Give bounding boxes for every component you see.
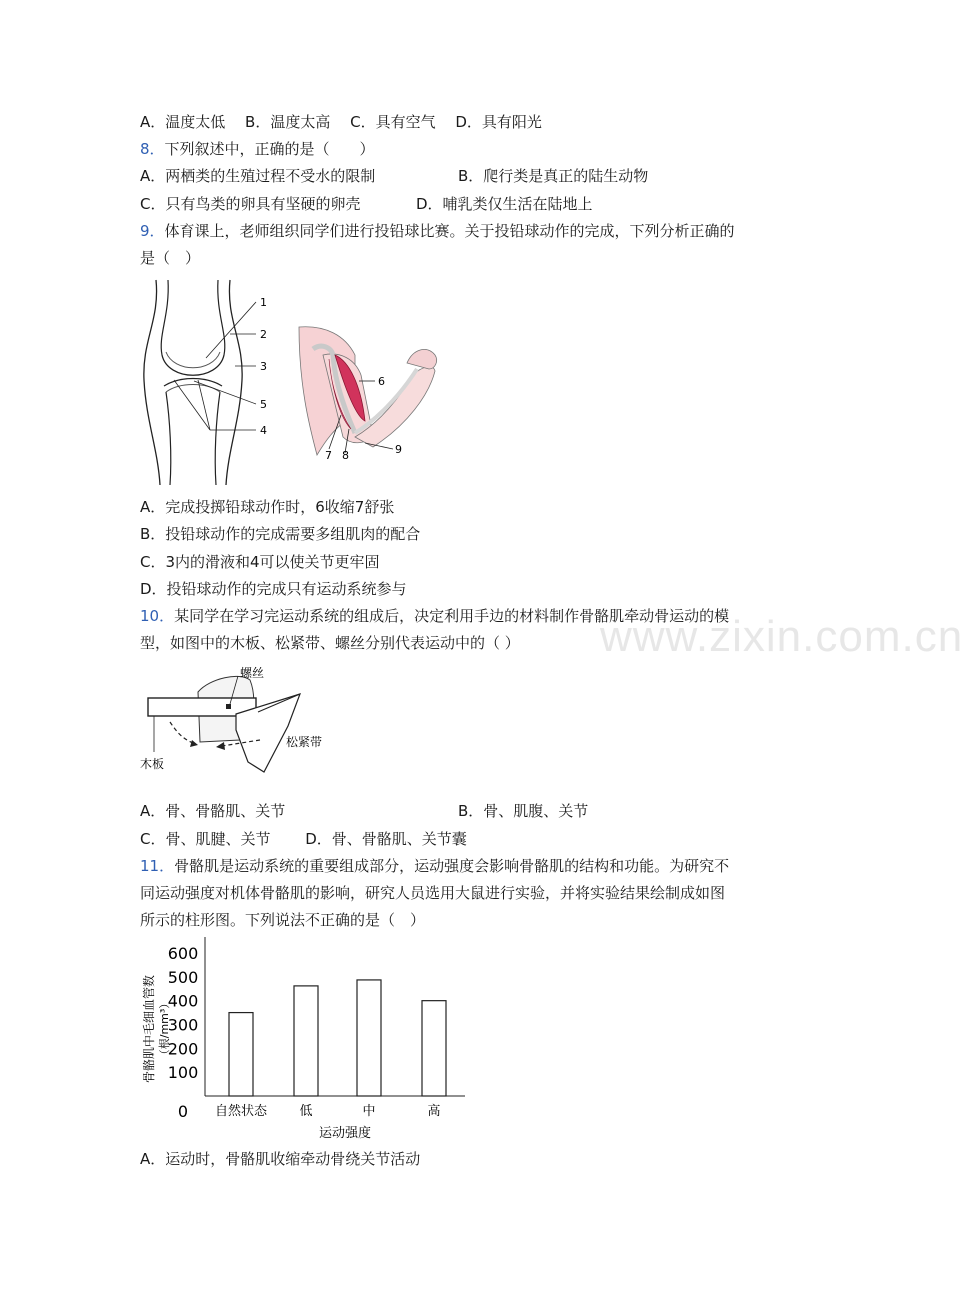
label-band: 松紧带 [286, 735, 323, 749]
chart-xlabel: 运动强度 [318, 1126, 372, 1141]
muscle-model-diagram [140, 660, 340, 775]
q9-option-a: A．完成投掷铅球动作时，6收缩7舒张 [140, 498, 395, 516]
y-tick-label: 600 [167, 944, 199, 963]
arm-label-7: 7 [325, 449, 332, 462]
q9-stem-cont: 是（ ） [140, 249, 201, 267]
question-number: 11． [140, 857, 175, 875]
joint-label-2: 2 [260, 328, 267, 341]
q9-option-b: B．投铅球动作的完成需要多组肌肉的配合 [140, 525, 421, 543]
capillary-bar-chart [135, 935, 475, 1145]
x-tick-label: 中 [362, 1104, 376, 1119]
q11-stem-cont2: 所示的柱形图。下列说法不正确的是（ ） [140, 911, 426, 929]
y-tick-label: 0 [177, 1102, 189, 1121]
q10-stem [140, 606, 729, 626]
q10-stem-cont: 型，如图中的木板、松紧带、螺丝分别代表运动中的（ ） [140, 634, 520, 652]
question-stem: 骨骼肌是运动系统的重要组成部分，运动强度会影响骨骼肌的结构和功能。为研究不 [174, 857, 730, 875]
y-tick-label: 500 [167, 967, 199, 987]
q10-option-cd: C．骨、肌腱、关节 D．骨、骨骼肌、关节囊 [140, 830, 467, 848]
q10-option-a: A．骨、骨骼肌、关节 [140, 802, 286, 820]
q8-option-b: B．爬行类是真正的陆生动物 [458, 167, 649, 185]
question-number: 10． [140, 607, 175, 625]
joint-label-1: 1 [260, 296, 267, 309]
x-tick-label: 高 [427, 1104, 441, 1119]
joint-label-5: 5 [260, 398, 267, 411]
q7-options: A．温度太低 B．温度太高 C．具有空气 D．具有阳光 [140, 113, 542, 131]
x-tick-label: 低 [299, 1104, 313, 1119]
y-tick-label: 400 [167, 991, 199, 1011]
watermark: www.zixin.com.cn [600, 612, 963, 661]
question-stem: 体育课上，老师组织同学们进行投铅球比赛。关于投铅球动作的完成，下列分析正确的 [164, 222, 735, 240]
joint-label-3: 3 [260, 360, 267, 373]
q8-option-a: A．两栖类的生殖过程不受水的限制 [140, 167, 376, 185]
q9-stem [140, 221, 735, 241]
label-board: 木板 [140, 757, 165, 771]
label-screw: 螺丝 [240, 666, 265, 680]
chart-ylabel-unit: （根/mm³） [158, 997, 171, 1061]
joint-label-4: 4 [260, 424, 267, 437]
q9-option-d: D．投铅球动作的完成只有运动系统参与 [140, 580, 407, 598]
arm-label-6: 6 [378, 375, 385, 388]
q11-option-a: A．运动时，骨骼肌收缩牵动骨绕关节活动 [140, 1150, 421, 1168]
y-tick-label: 200 [167, 1039, 199, 1059]
q8-stem [140, 139, 375, 159]
q11-stem-cont: 同运动强度对机体骨骼肌的影响，研究人员选用大鼠进行实验，并将实验结果绘制成如图 [140, 884, 726, 902]
q9-option-c: C．3内的滑液和4可以使关节更牢固 [140, 553, 380, 571]
bar-3 [357, 980, 381, 1096]
q8-option-d: D．哺乳类仅生活在陆地上 [416, 195, 593, 213]
chart-ylabel: 骨骼肌中毛细血管数 [142, 974, 156, 1084]
bar-1 [229, 1013, 253, 1096]
y-tick-label: 300 [167, 1015, 199, 1035]
y-tick-label: 100 [167, 1063, 199, 1083]
question-number: 9． [140, 222, 165, 240]
q10-option-b: B．骨、肌腹、关节 [458, 802, 589, 820]
x-tick-label: 自然状态 [214, 1104, 268, 1119]
question-stem: 下列叙述中，正确的是（ ） [164, 140, 375, 158]
bar-2 [294, 986, 318, 1096]
arm-muscle-diagram [295, 325, 445, 460]
arm-label-9: 9 [395, 443, 402, 456]
arm-label-8: 8 [342, 449, 349, 462]
bar-4 [422, 1001, 446, 1096]
question-number: 8． [140, 140, 165, 158]
knee-joint-diagram [140, 280, 280, 485]
q8-option-c: C．只有鸟类的卵具有坚硬的卵壳 [140, 195, 361, 213]
question-stem: 某同学在学习完运动系统的组成后，决定利用手边的材料制作骨骼肌牵动骨运动的模 [174, 607, 730, 625]
q11-stem [140, 856, 729, 876]
